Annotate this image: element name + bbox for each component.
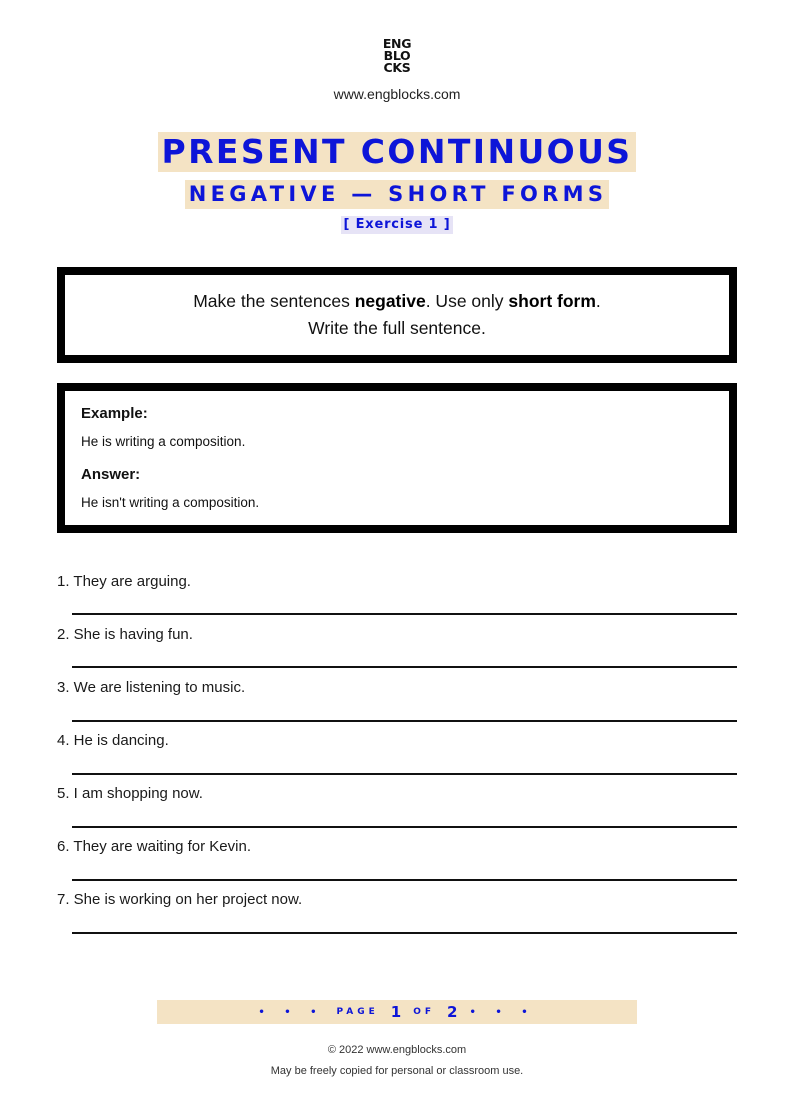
- question-7: 7. She is working on her project now.: [57, 891, 303, 908]
- question-5: 5. I am shopping now.: [57, 785, 203, 802]
- of-label: OF: [413, 1007, 436, 1017]
- question-2: 2. She is having fun.: [57, 626, 193, 643]
- instructions-line-2: Write the full sentence.: [308, 318, 486, 338]
- example-box: [57, 383, 737, 533]
- page-label: PAGE: [336, 1007, 379, 1017]
- question-1: 1. They are arguing.: [57, 573, 191, 590]
- exercise-label-wrap: [0, 215, 794, 234]
- instructions-text-1: Make the sentences: [193, 291, 355, 311]
- answer-label: Answer:: [81, 466, 141, 483]
- logo-line-3: CKS: [383, 60, 411, 75]
- dots-left: • • •: [258, 1006, 325, 1018]
- answer-line-7[interactable]: [72, 932, 737, 934]
- question-3: 3. We are listening to music.: [57, 679, 246, 696]
- instructions-bold-short-form: short form: [508, 291, 596, 311]
- instructions-bold-negative: negative: [354, 291, 426, 311]
- exercise-label: [ Exercise 1 ]: [341, 216, 454, 234]
- dots-right: • • •: [469, 1006, 536, 1018]
- answer-line-3[interactable]: [72, 720, 737, 722]
- page-indicator: [157, 1000, 637, 1024]
- license-note: May be freely copied for personal or classroom use.: [270, 1065, 524, 1077]
- page-total: 2: [447, 1003, 458, 1021]
- example-text: He is writing a composition.: [81, 434, 246, 449]
- answer-line-1[interactable]: [72, 613, 737, 615]
- page-number: 1: [390, 1003, 402, 1021]
- copyright: © 2022 www.engblocks.com: [327, 1044, 467, 1056]
- engblocks-logo: [380, 38, 414, 74]
- logo-line-2: BLO: [383, 48, 411, 63]
- question-6: 6. They are waiting for Kevin.: [57, 838, 251, 855]
- page-title: PRESENT CONTINUOUS: [158, 132, 637, 172]
- instructions-line-1: [65, 288, 729, 315]
- answer-line-4[interactable]: [72, 773, 737, 775]
- page-subtitle: NEGATIVE — SHORT FORMS: [185, 180, 610, 209]
- instructions-text-2: . Use only: [425, 291, 509, 311]
- title-main-wrap: [0, 132, 794, 172]
- answer-line-2[interactable]: [72, 666, 737, 668]
- title-sub-wrap: [0, 180, 794, 209]
- instructions-text-3: .: [595, 291, 601, 311]
- answer-line-6[interactable]: [72, 879, 737, 881]
- answer-text: He isn't writing a composition.: [81, 495, 260, 510]
- example-label: Example:: [81, 405, 148, 422]
- logo-line-1: ENG: [382, 36, 412, 51]
- answer-line-5[interactable]: [72, 826, 737, 828]
- question-4: 4. He is dancing.: [57, 732, 169, 749]
- site-url[interactable]: www.engblocks.com: [333, 86, 461, 102]
- instructions-box: [57, 267, 737, 363]
